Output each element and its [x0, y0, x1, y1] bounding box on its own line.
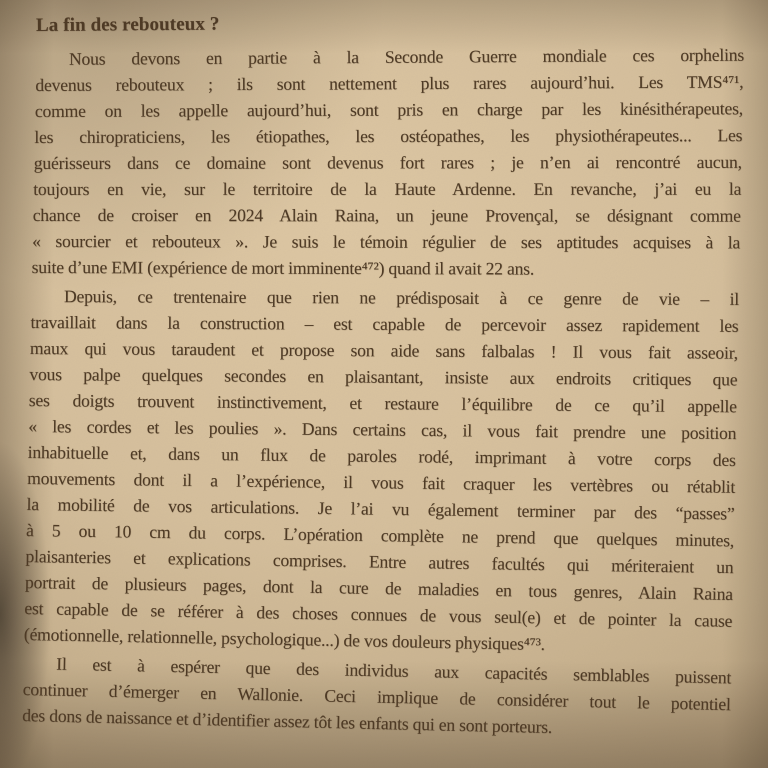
- text-line: plaisanteries et explications comprises. Entre autres facultés qui mériteraient un: [25, 546, 734, 578]
- text-line: (émotionnelle, relationnelle, psychologique...) de vos douleurs physiques⁴⁷³.: [23, 624, 546, 655]
- text-line: toujours en vie, sur le territoire de la Haute Ardenne. En revanche, j’ai eu la: [33, 178, 742, 199]
- text-line: devenus rebouteux ; ils sont nettement plus rares aujourd’hui. Les TMS⁴⁷¹,: [35, 71, 744, 95]
- text-line: la mobilité de vos articulations. Je l’ai vu également terminer par des “passes”: [26, 494, 735, 524]
- text-line: maux qui vous taraudent et propose son aide sans falbalas ! Il vous fait asseoir,: [29, 338, 738, 363]
- text-line: Depuis, ce trentenaire que rien ne prédisposait à ce genre de vie – il: [63, 286, 740, 309]
- text-line: « les cordes et les poulies ». Dans certains cas, il vous fait prendre une position: [28, 416, 737, 444]
- text-line: « sourcier et rebouteux ». Je suis le témoin régulier de ses aptitudes acquises à la: [32, 231, 741, 253]
- text-line: mouvements dont il a l’expérience, il vous fait craquer les vertèbres ou rétablit: [27, 468, 736, 497]
- text-line: Il est à espérer que des individus aux capacités semblables puissent: [56, 653, 732, 688]
- text-line: guérisseurs dans ce domaine sont devenus fort rares ; je n’en ai rencontré aucun,: [33, 151, 742, 173]
- text-line: des dons de naissance et d’identifier assez tôt les enfants qui en sont porteurs.: [21, 705, 553, 738]
- text-line: travaillait dans la construction – est capable de percevoir assez rapidement les: [30, 312, 739, 336]
- text-line: les chiropraticiens, les étiopathes, les ostéopathes, les physiothérapeutes... Les: [34, 125, 743, 147]
- text-line: Nous devons en partie à la Seconde Guerre mondiale ces orphelins: [68, 44, 745, 69]
- page-title: La fin des rebouteux ?: [35, 13, 220, 36]
- text-line: ses doigts trouvent instinctivement, et restaure l’équilibre de ce qu’il appelle: [28, 390, 737, 417]
- text-line: comme on les appelle aujourd’hui, sont pris en charge par les kinésithérapeutes,: [34, 98, 743, 121]
- text-line: portrait de plusieurs pages, dont la cure de maladies en tous genres, Alain Raina: [24, 572, 734, 604]
- page-text-block: [21, 13, 745, 738]
- text-line: vous palpe quelques secondes en plaisantant, insiste aux endroits critiques que: [29, 364, 738, 390]
- text-line: chance de croiser en 2024 Alain Raina, un jeune Provençal, se désignant comme: [32, 205, 741, 226]
- text-line: à 5 ou 10 cm du corps. L’opération complète ne prend que quelques minutes,: [25, 520, 735, 551]
- text-line: inhabituelle et, dans un flux de paroles rodé, imprimant à votre corps des: [27, 442, 736, 470]
- text-line: est capable de se référer à des choses connues de vous seul(e) et de pointer la cause: [24, 598, 733, 631]
- text-line: continuer d’émerger en Wallonie. Ceci implique de considérer tout le potentiel: [22, 679, 731, 715]
- paragraph: [23, 283, 744, 655]
- text-line: suite d’une EMI (expérience de mort imminente⁴⁷²) quand il avait 22 ans.: [31, 257, 535, 279]
- paragraph: [21, 650, 744, 738]
- paragraph: [31, 44, 745, 280]
